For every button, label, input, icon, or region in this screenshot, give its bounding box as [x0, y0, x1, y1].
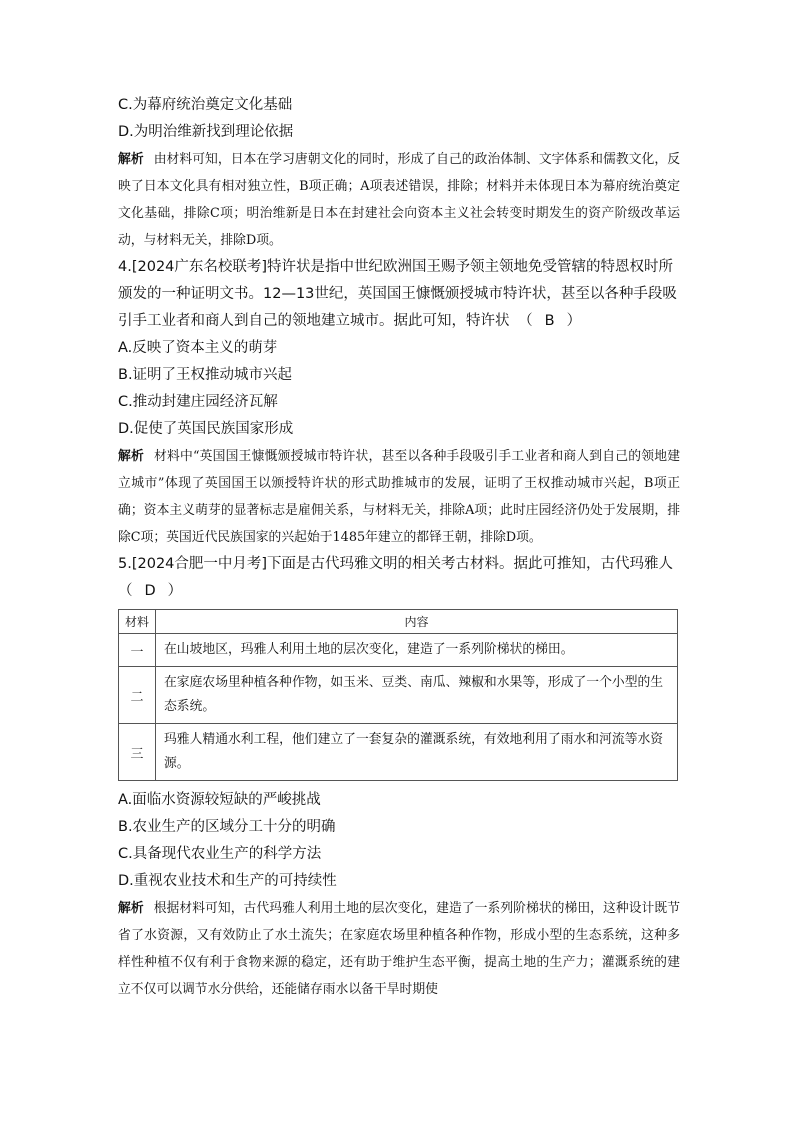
question-5-option-b: B.农业生产的区域分工十分的明确	[118, 819, 336, 835]
question-5-option-a: A.面临水资源较短缺的严峻挑战	[118, 792, 321, 808]
explanation-text: 材料中“英国国王慷慨颁授城市特许状，甚至以各种手段吸引手工业者和商人到自己的领地建立城市”体现了英国国王以颁授特许状的形式助推城市的发展，证明了王权推动城市兴起，B项正确；资本主义萌芽的显著标志是雇佣关系，与材料无关，排除A项；此时庄园经济仍处于发展期，排除C项；英国近代民族国家的兴起始于1485年建立的都铎王朝，排除D项。	[118, 449, 681, 545]
question-4-option-d: D.促使了英国民族国家形成	[118, 421, 294, 437]
table-cell-text: 玛雅人精通水利工程，他们建立了一套复杂的灌溉系统，有效地利用了雨水和河流等水资源。	[156, 724, 678, 781]
explanation-tag: 解析	[118, 449, 144, 464]
option-d-prev: D.为明治维新找到理论依据	[118, 124, 294, 140]
question-4-answer: （ B ）	[518, 313, 582, 329]
table-row	[119, 634, 678, 667]
question-4-option-a: A.反映了资本主义的萌芽	[118, 340, 278, 356]
table-cell-num: 二	[119, 667, 156, 724]
question-4	[118, 254, 680, 335]
question-4-option-c: C.推动封建庄园经济瓦解	[118, 394, 278, 410]
table-cell-num: 一	[119, 634, 156, 667]
explanation-q3	[118, 146, 680, 254]
table-cell-num: 三	[119, 724, 156, 781]
question-4-stem: 4.[2024广东名校联考]特许状是指中世纪欧洲国王赐予领主领地免受管辖的特恩权时所颁发的一种证明文书。12—13世纪，英国国王慷慨颁授城市特许状，甚至以各种手段吸引手工业者和商人到自己的领地建立城市。据此可知，特许状	[118, 259, 677, 329]
table-cell-text: 在家庭农场里种植各种作物，如玉米、豆类、南瓜、辣椒和水果等，形成了一个小型的生态系统。	[156, 667, 678, 724]
explanation-text: 根据材料可知，古代玛雅人利用土地的层次变化，建造了一系列阶梯状的梯田，这种设计既节省了水资源，又有效防止了水土流失；在家庭农场里种植各种作物，形成小型的生态系统，这种多样性种植不仅有利于食物来源的稳定，还有助于维护生态平衡，提高土地的生产力；灌溉系统的建立不仅可以调节水分供给，还能储存雨水以备干旱时期使	[118, 901, 681, 997]
table-cell-text: 在山坡地区，玛雅人利用土地的层次变化，建造了一系列阶梯状的梯田。	[156, 634, 678, 667]
explanation-q4	[118, 443, 680, 551]
question-4-option-b: B.证明了王权推动城市兴起	[118, 367, 293, 383]
content-column	[118, 92, 680, 1003]
table-row	[119, 724, 678, 781]
table-header-row	[119, 610, 678, 634]
question-5-answer: （ D ）	[118, 583, 183, 599]
question-5-option-d: D.重视农业技术和生产的可持续性	[118, 873, 337, 889]
question-5-option-c: C.具备现代农业生产的科学方法	[118, 846, 322, 862]
material-table	[118, 609, 678, 781]
question-5-stem: 5.[2024合肥一中月考]下面是古代玛雅文明的相关考古材料。据此可推知，古代玛雅人	[118, 556, 674, 572]
table-row	[119, 667, 678, 724]
explanation-q5	[118, 895, 680, 1003]
option-c-prev: C.为幕府统治奠定文化基础	[118, 97, 293, 113]
explanation-text: 由材料可知，日本在学习唐朝文化的同时，形成了自己的政治体制、文字体系和儒教文化，反映了日本文化具有相对独立性，B项正确；A项表述错误，排除；材料并未体现日本为幕府统治奠定文化基础，排除C项；明治维新是日本在封建社会向资本主义社会转变时期发生的资产阶级改革运动，与材料无关，排除D项。	[118, 152, 681, 248]
explanation-tag: 解析	[118, 152, 144, 167]
table-header-material: 材料	[119, 610, 156, 634]
explanation-tag: 解析	[118, 901, 144, 916]
table-header-content: 内容	[156, 610, 678, 634]
question-5	[118, 551, 680, 605]
